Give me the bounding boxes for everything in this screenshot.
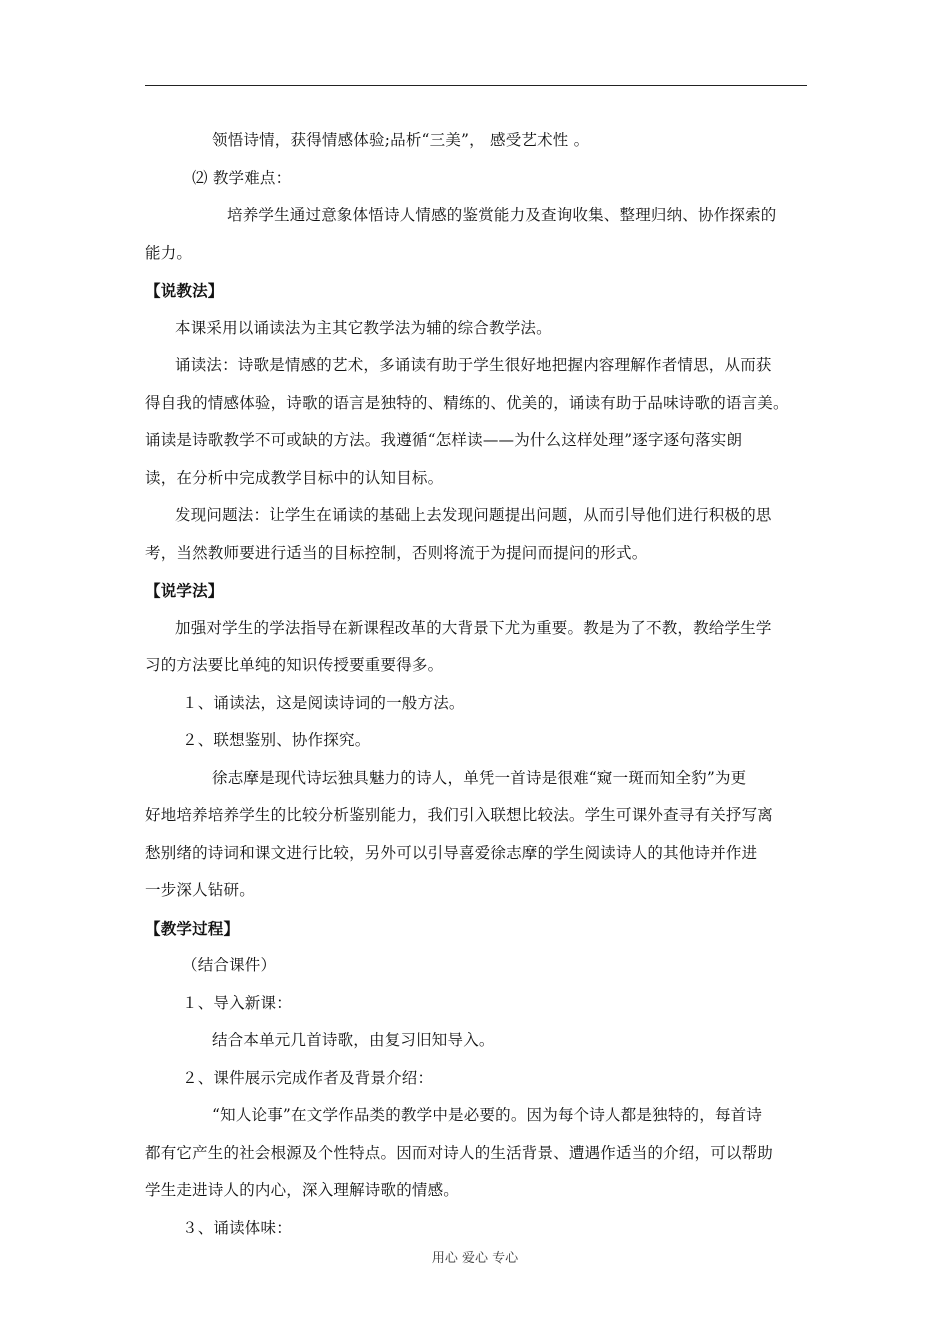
paragraph-line: 本课采用以诵读法为主其它教学法为辅的综合教学法。: [175, 318, 552, 337]
numbered-item: １、导入新课：: [182, 993, 292, 1012]
section-heading: 【说教法】: [145, 281, 224, 300]
paragraph-line: 考，当然教师要进行适当的目标控制，否则将流于为提问而提问的形式。: [145, 543, 648, 562]
paragraph-line: 培养学生通过意象体悟诗人情感的鉴赏能力及查询收集、整理归纳、协作探索的: [227, 206, 777, 224]
paragraph-line: 能力。: [145, 243, 193, 262]
paragraph-line: 得自我的情感体验，诗歌的语言是独特的、精练的、优美的，诵读有助于品味诗歌的语言美。: [145, 393, 789, 412]
paragraph-line: 诵读是诗歌教学不可或缺的方法。我遵循“怎样读——为什么这样处理”逐字逐句落实朗: [145, 431, 743, 449]
subsection-heading: ⑵ 教学难点：: [192, 168, 292, 187]
numbered-item: ３、诵读体味：: [182, 1218, 292, 1237]
section-heading: 【说学法】: [145, 581, 224, 600]
paragraph-line: 领悟诗情，获得情感体验;品析“三美”， 感受艺术性 。: [212, 131, 590, 149]
paragraph-line: 发现问题法：让学生在诵读的基础上去发现问题提出问题，从而引导他们进行积极的思: [175, 506, 772, 524]
paragraph-line: 愁别绪的诗词和课文进行比较，另外可以引导喜爱徐志摩的学生阅读诗人的其他诗并作进: [145, 843, 758, 862]
paragraph-line: 一步深人钻研。: [145, 881, 255, 899]
paragraph-line: （结合课件）: [182, 956, 277, 974]
paragraph-line: 读，在分析中完成教学目标中的认知目标。: [145, 468, 444, 487]
paragraph-line: 习的方法要比单纯的知识传授要重要得多。: [145, 656, 444, 674]
paragraph-line: 诵读法：诗歌是情感的艺术，多诵读有助于学生很好地把握内容理解作者情思，从而获: [175, 356, 772, 374]
page-footer: 用心 爱心 专心: [431, 1251, 519, 1266]
paragraph-line: 好地培养培养学生的比较分析鉴别能力，我们引入联想比较法。学生可课外查寻有关抒写离: [145, 806, 774, 824]
section-heading: 【教学过程】: [145, 918, 240, 938]
paragraph-line: 加强对学生的学法指导在新课程改革的大背景下尤为重要。教是为了不教，教给学生学: [175, 618, 772, 637]
document-body: [145, 122, 807, 1247]
paragraph-line: 徐志摩是现代诗坛独具魅力的诗人，单凭一首诗是很难“窥一斑而知全豹”为更: [212, 768, 747, 787]
paragraph-line: 学生走进诗人的内心，深入理解诗歌的情感。: [145, 1181, 460, 1199]
header-rule: [145, 85, 807, 86]
numbered-item: ２、课件展示完成作者及背景介绍：: [182, 1068, 434, 1087]
paragraph-line: “知人论事”在文学作品类的教学中是必要的。因为每个诗人都是独特的，每首诗: [212, 1106, 763, 1124]
numbered-item: １、诵读法，这是阅读诗词的一般方法。: [182, 693, 465, 712]
numbered-item: ２、联想鉴别、协作探究。: [182, 731, 371, 749]
paragraph-line: 都有它产生的社会根源及个性特点。因而对诗人的生活背景、遭遇作适当的介绍，可以帮助: [145, 1143, 774, 1162]
paragraph-line: 结合本单元几首诗歌，由复习旧知导入。: [212, 1031, 495, 1049]
